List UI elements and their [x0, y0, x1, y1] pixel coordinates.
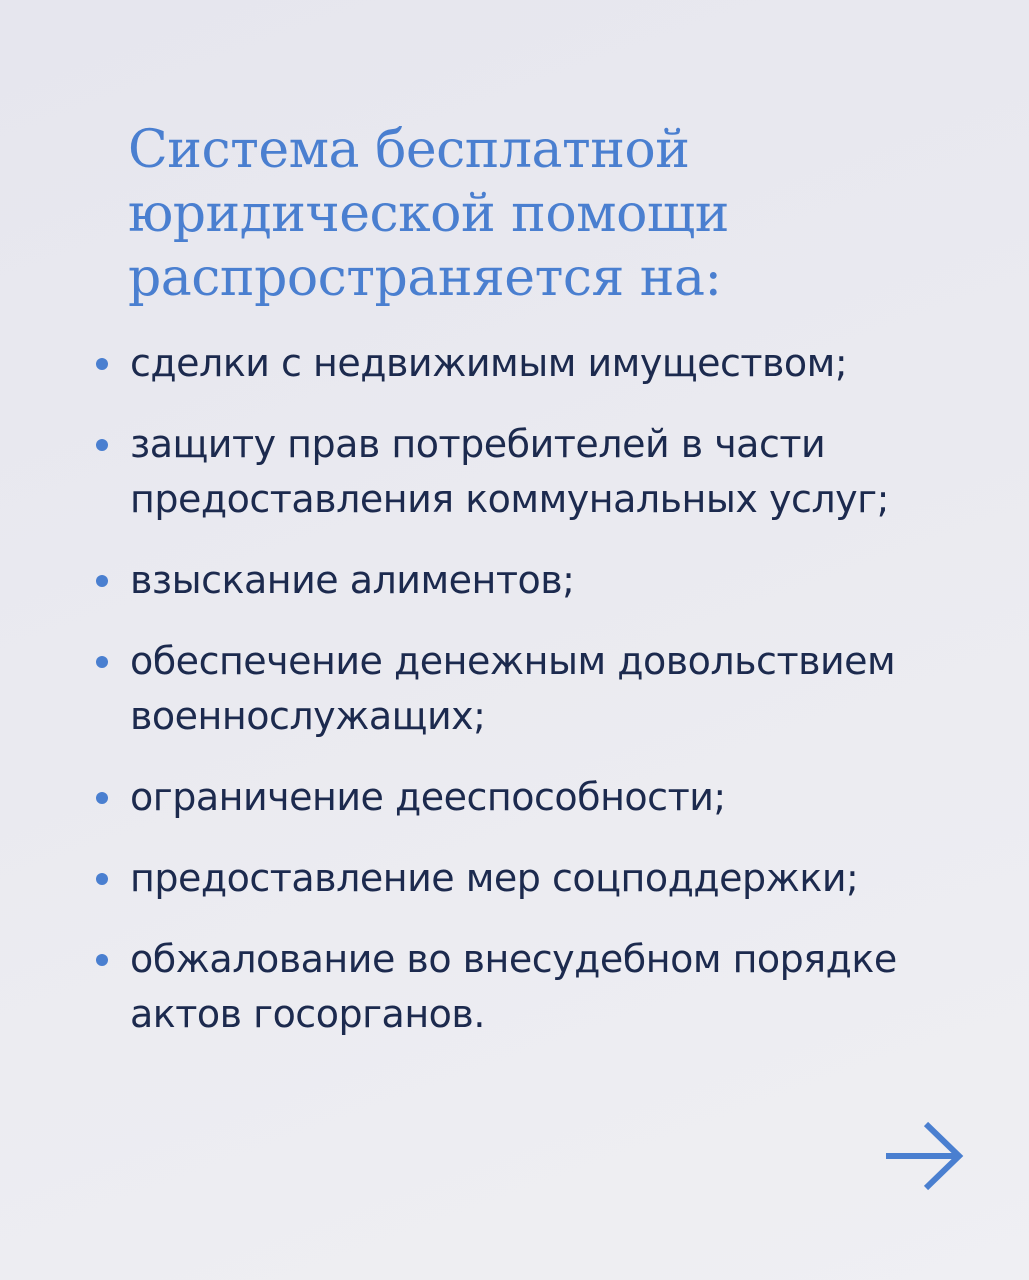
bullet-icon [96, 792, 108, 804]
list-item [96, 417, 976, 527]
scope-list [96, 336, 976, 1068]
list-item [96, 553, 976, 608]
bullet-icon [96, 873, 108, 885]
list-item-text: защиту прав потребителей в части [130, 422, 826, 466]
slide-title-line: юридической помощи [128, 184, 729, 244]
bullet-icon [96, 439, 108, 451]
list-item-text: военнослужащих; [130, 694, 486, 738]
list-item-text: сделки с недвижимым имуществом; [130, 341, 848, 385]
list-item [96, 932, 976, 1042]
slide-title [128, 118, 928, 310]
list-item-text: предоставление мер соцподдержки; [130, 856, 859, 900]
bullet-icon [96, 575, 108, 587]
list-item [96, 336, 976, 391]
list-item-text: обжалование во внесудебном порядке [130, 937, 897, 981]
list-item [96, 851, 976, 906]
list-item [96, 634, 976, 744]
slide-title-line: Система бесплатной [128, 120, 690, 180]
bullet-icon [96, 954, 108, 966]
list-item-text: взыскание алиментов; [130, 558, 575, 602]
list-item-text: обеспечение денежным довольствием [130, 639, 896, 683]
arrow-right-icon [882, 1118, 966, 1194]
list-item-text: ограничение дееспособности; [130, 775, 726, 819]
bullet-icon [96, 358, 108, 370]
next-slide-button[interactable] [882, 1118, 966, 1194]
slide-title-line: распространяется на: [128, 248, 722, 308]
list-item [96, 770, 976, 825]
list-item-text: предоставления коммунальных услуг; [130, 477, 889, 521]
list-item-text: актов госорганов. [130, 992, 485, 1036]
bullet-icon [96, 656, 108, 668]
